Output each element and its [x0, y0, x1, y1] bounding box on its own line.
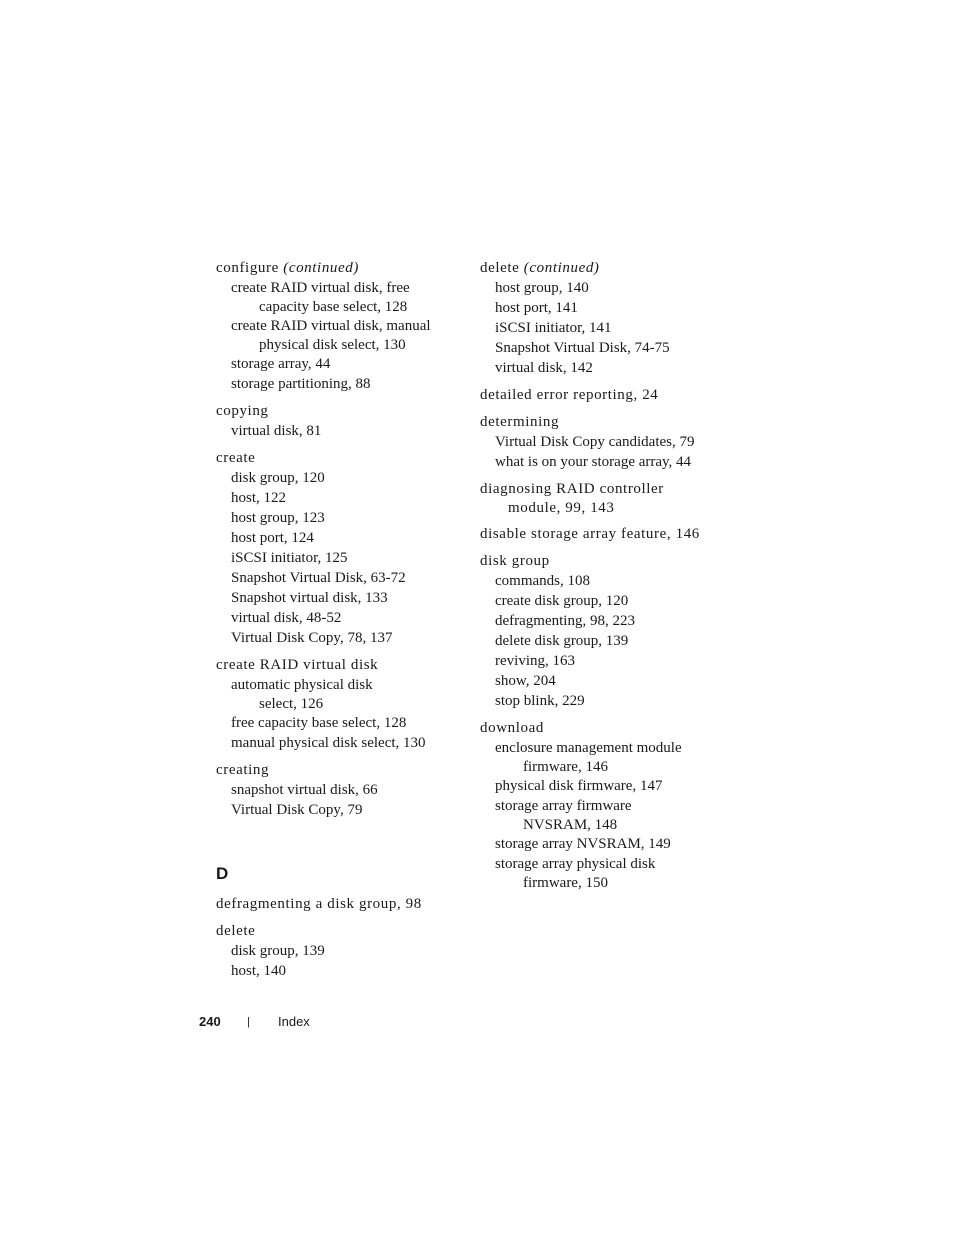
subentry-continuation: capacity base select, 128	[259, 299, 408, 315]
subentry-text: reviving, 163	[495, 653, 575, 669]
subentry-text: virtual disk, 142	[495, 360, 593, 376]
subentry-continuation: physical disk select, 130	[259, 337, 406, 353]
index-subentry	[216, 316, 456, 354]
subentry-text: disk group, 120	[231, 470, 325, 486]
subentry-text: Snapshot virtual disk, 133	[231, 590, 388, 606]
index-term	[480, 718, 730, 738]
index-term-text: disk group	[480, 553, 550, 569]
index-entry	[480, 412, 730, 472]
index-entry	[216, 258, 456, 394]
index-subentry	[480, 631, 730, 651]
subentry-continuation: select, 126	[259, 696, 324, 712]
index-subentry	[216, 675, 456, 713]
index-subentry	[216, 528, 456, 548]
index-entry	[480, 551, 730, 711]
index-subentry	[216, 354, 456, 374]
index-subentry	[480, 278, 730, 298]
subentry-text: iSCSI initiator, 141	[495, 320, 612, 336]
index-entry	[480, 524, 730, 544]
index-subentry	[480, 318, 730, 338]
page-number: 240	[199, 1014, 221, 1029]
subentry-text: storage array physical disk	[495, 856, 656, 872]
index-group-d-continued	[480, 258, 730, 892]
index-term	[216, 921, 456, 941]
subentry-text: host port, 124	[231, 530, 314, 546]
subentry-text: automatic physical disk	[231, 677, 373, 693]
index-subentry	[216, 713, 456, 733]
index-term	[480, 412, 730, 432]
index-subentry	[216, 800, 456, 820]
index-subentry	[216, 508, 456, 528]
subentry-text: host port, 141	[495, 300, 578, 316]
index-subentry	[216, 421, 456, 441]
index-subentry	[216, 961, 456, 981]
subentry-text: free capacity base select, 128	[231, 715, 407, 731]
index-group-c	[216, 258, 456, 820]
index-subentry	[480, 298, 730, 318]
subentry-text: create disk group, 120	[495, 593, 629, 609]
index-subentry	[480, 338, 730, 358]
subentry-text: enclosure management module	[495, 740, 682, 756]
index-term-text: delete	[216, 923, 256, 939]
index-term-text: defragmenting a disk group, 98	[216, 896, 422, 912]
subentry-text: defragmenting, 98, 223	[495, 613, 635, 629]
index-term	[480, 258, 730, 278]
index-entry	[216, 760, 456, 820]
index-term-text: download	[480, 720, 544, 736]
subentry-text: create RAID virtual disk, free	[231, 280, 410, 296]
section-letter-heading: D	[216, 864, 229, 883]
index-term	[216, 760, 456, 780]
index-term	[216, 258, 456, 278]
index-subentry	[480, 651, 730, 671]
index-group-d	[216, 894, 456, 981]
index-entry	[216, 401, 456, 441]
index-subentry	[480, 452, 730, 472]
subentry-continuation: firmware, 146	[523, 759, 608, 775]
subentry-text: manual physical disk select, 130	[231, 735, 426, 751]
subentry-text: create RAID virtual disk, manual	[231, 318, 431, 334]
index-subentry	[480, 738, 730, 776]
subentry-text: disk group, 139	[231, 943, 325, 959]
index-subentry	[480, 834, 730, 854]
subentry-text: snapshot virtual disk, 66	[231, 782, 378, 798]
index-term-text: diagnosing RAID controller	[480, 481, 664, 497]
subentry-text: Snapshot Virtual Disk, 74-75	[495, 340, 670, 356]
subentry-text: Virtual Disk Copy, 78, 137	[231, 630, 393, 646]
index-column-left	[216, 258, 456, 988]
subentry-text: host group, 140	[495, 280, 589, 296]
index-subentry	[216, 941, 456, 961]
index-term-text: disable storage array feature, 146	[480, 526, 700, 542]
subentry-text: commands, 108	[495, 573, 590, 589]
index-subentry	[216, 780, 456, 800]
subentry-continuation: firmware, 150	[523, 875, 608, 891]
index-subentry	[480, 611, 730, 631]
index-term-text: determining	[480, 414, 560, 430]
index-subentry	[216, 548, 456, 568]
subentry-text: what is on your storage array, 44	[495, 454, 692, 470]
index-entry	[216, 894, 456, 914]
index-entry	[480, 385, 730, 405]
index-entry	[480, 258, 730, 378]
index-subentry	[480, 571, 730, 591]
subentry-text: iSCSI initiator, 125	[231, 550, 348, 566]
index-subentry	[216, 733, 456, 753]
index-subentry	[216, 488, 456, 508]
index-term	[216, 448, 456, 468]
index-entry	[216, 448, 456, 648]
index-subentry	[480, 854, 730, 892]
subentry-text: storage array, 44	[231, 356, 331, 372]
index-term-text: configure	[216, 260, 279, 276]
index-subentry	[216, 374, 456, 394]
index-subentry	[480, 691, 730, 711]
index-subentry	[216, 588, 456, 608]
subentry-text: storage array firmware	[495, 798, 632, 814]
index-entry	[216, 921, 456, 981]
subentry-text: host group, 123	[231, 510, 325, 526]
subentry-text: storage array NVSRAM, 149	[495, 836, 671, 852]
subentry-text: Snapshot Virtual Disk, 63-72	[231, 570, 406, 586]
subentry-text: Virtual Disk Copy, 79	[231, 802, 363, 818]
index-subentry	[480, 671, 730, 691]
index-entry	[216, 655, 456, 753]
index-term	[480, 479, 730, 517]
subentry-text: Virtual Disk Copy candidates, 79	[495, 434, 695, 450]
index-term-text: creating	[216, 762, 270, 778]
index-subentry	[480, 591, 730, 611]
index-subentry	[216, 628, 456, 648]
index-subentry	[480, 432, 730, 452]
index-subentry	[216, 278, 456, 316]
index-term-text: create	[216, 450, 256, 466]
subentry-text: host, 122	[231, 490, 287, 506]
subentry-text: virtual disk, 81	[231, 423, 322, 439]
continued-label: (continued)	[523, 260, 600, 276]
index-entry	[480, 479, 730, 517]
index-subentry	[480, 358, 730, 378]
footer-separator: |	[247, 1016, 250, 1028]
index-term-text: create RAID virtual disk	[216, 657, 379, 673]
subentry-text: delete disk group, 139	[495, 633, 629, 649]
index-term	[216, 655, 456, 675]
footer-section-title: Index	[278, 1014, 310, 1029]
index-term-text: detailed error reporting, 24	[480, 387, 659, 403]
index-term-text: delete	[480, 260, 520, 276]
index-term	[480, 551, 730, 571]
subentry-text: virtual disk, 48-52	[231, 610, 342, 626]
index-subentry	[480, 776, 730, 796]
continued-label: (continued)	[283, 260, 359, 276]
index-subentry	[216, 568, 456, 588]
index-term	[480, 385, 730, 405]
subentry-text: stop blink, 229	[495, 693, 585, 709]
index-term-continuation: module, 99, 143	[508, 500, 615, 516]
subentry-text: physical disk firmware, 147	[495, 778, 663, 794]
index-term	[480, 524, 730, 544]
subentry-text: storage partitioning, 88	[231, 376, 371, 392]
subentry-text: show, 204	[495, 673, 556, 689]
subentry-text: host, 140	[231, 963, 287, 979]
subentry-continuation: NVSRAM, 148	[523, 817, 618, 833]
index-column-right	[480, 258, 730, 899]
index-subentry	[216, 468, 456, 488]
index-term	[216, 894, 456, 914]
index-subentry	[480, 796, 730, 834]
index-entry	[480, 718, 730, 892]
index-term	[216, 401, 456, 421]
index-subentry	[216, 608, 456, 628]
index-term-text: copying	[216, 403, 269, 419]
